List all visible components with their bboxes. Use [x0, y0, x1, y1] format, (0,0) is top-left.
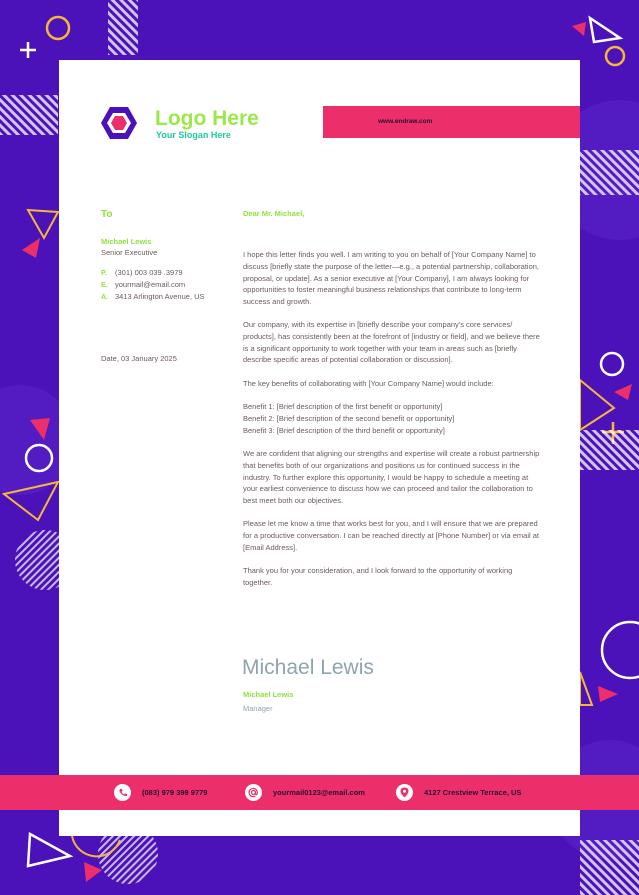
email-key: E. — [101, 282, 108, 289]
hexagon-logo-icon — [100, 105, 138, 141]
logo-title: Logo Here — [155, 107, 259, 130]
footer-phone-item — [114, 775, 207, 810]
footer-phone[interactable]: (083) 979 399 9779 — [142, 788, 208, 797]
recipient-address: 3413 Arlington Avenue, US — [115, 292, 205, 301]
recipient-phone-row — [101, 268, 183, 277]
benefits-list: Benefit 1: [Brief description of the first benefit or opportunity] Benefit 2: [Brief description of the second benefit or opportunity] Benefit 3: [Brief description of the third benefit or opportunity] — [243, 402, 455, 435]
phone-key: P. — [101, 270, 107, 277]
paragraph-1: I hope this letter finds you well. I am writing to you on behalf of [Your Company Name] to discuss [briefly state the purpose of the letter—e.g., a potential partnership, collaboration, proposal, or update]. As a senior executive at [Your Company], I am always looking for opportunities to foster meaningful business relationships that contribute to long-term success and growth. — [243, 250, 540, 307]
signature-role: Manager — [243, 704, 273, 713]
paragraph-4: We are confident that aligning our strengths and expertise will create a robust partnership that benefits both of our organizations and positions us for continued success in the industry. To further explore this opportunity, I would be happy to schedule a meeting at your earliest convenience to discuss how we can proceed and tailor the collaboration to best meet both our objectives. — [243, 449, 540, 506]
salutation: Dear Mr. Michael, — [243, 209, 305, 218]
recipient-title: Senior Executive — [101, 248, 158, 257]
footer-email[interactable]: yourmail0123@email.com — [273, 788, 365, 797]
location-pin-icon — [396, 784, 413, 801]
footer-email-item — [245, 775, 365, 810]
paragraph-3: The key benefits of collaborating with [Your Company Name] would include: — [243, 379, 494, 388]
to-label: To — [101, 209, 113, 220]
recipient-name: Michael Lewis — [101, 237, 152, 246]
recipient-phone: (301) 003 039 .3979 — [115, 268, 183, 277]
logo-slogan: Your Slogan Here — [156, 130, 231, 140]
signature-subname: Michael Lewis — [243, 690, 294, 699]
recipient-email[interactable]: yourmail@email.com — [115, 280, 186, 289]
paragraph-6: Thank you for your consideration, and I look forward to the opportunity of working together. — [243, 566, 513, 587]
recipient-email-row — [101, 280, 185, 289]
footer-address-item — [396, 775, 521, 810]
website-url[interactable]: www.endraw.com — [378, 118, 433, 125]
address-key: A. — [101, 294, 108, 301]
website-bar — [323, 106, 580, 138]
signature-name: Michael Lewis — [242, 656, 374, 679]
paragraph-2: Our company, with its expertise in [briefly describe your company's core services/ products], has consistently been at the forefront of [industry or field], and we believe there is a significant opportunity to work together with your team in areas such as [briefly describe specific areas of potential collaboration or discussion]. — [243, 320, 540, 365]
footer-address: 4127 Crestview Terrace, US — [424, 788, 522, 797]
letter-date: Date, 03 January 2025 — [101, 354, 177, 363]
at-email-icon — [245, 784, 262, 801]
recipient-address-row — [101, 292, 205, 301]
footer-bar — [0, 775, 639, 810]
phone-icon — [114, 784, 131, 801]
paragraph-5: Please let me know a time that works best for you, and I will ensure that we are prepared for a productive conversation. I can be reached directly at [Phone Number] or via email at [Email Address]. — [243, 519, 539, 552]
